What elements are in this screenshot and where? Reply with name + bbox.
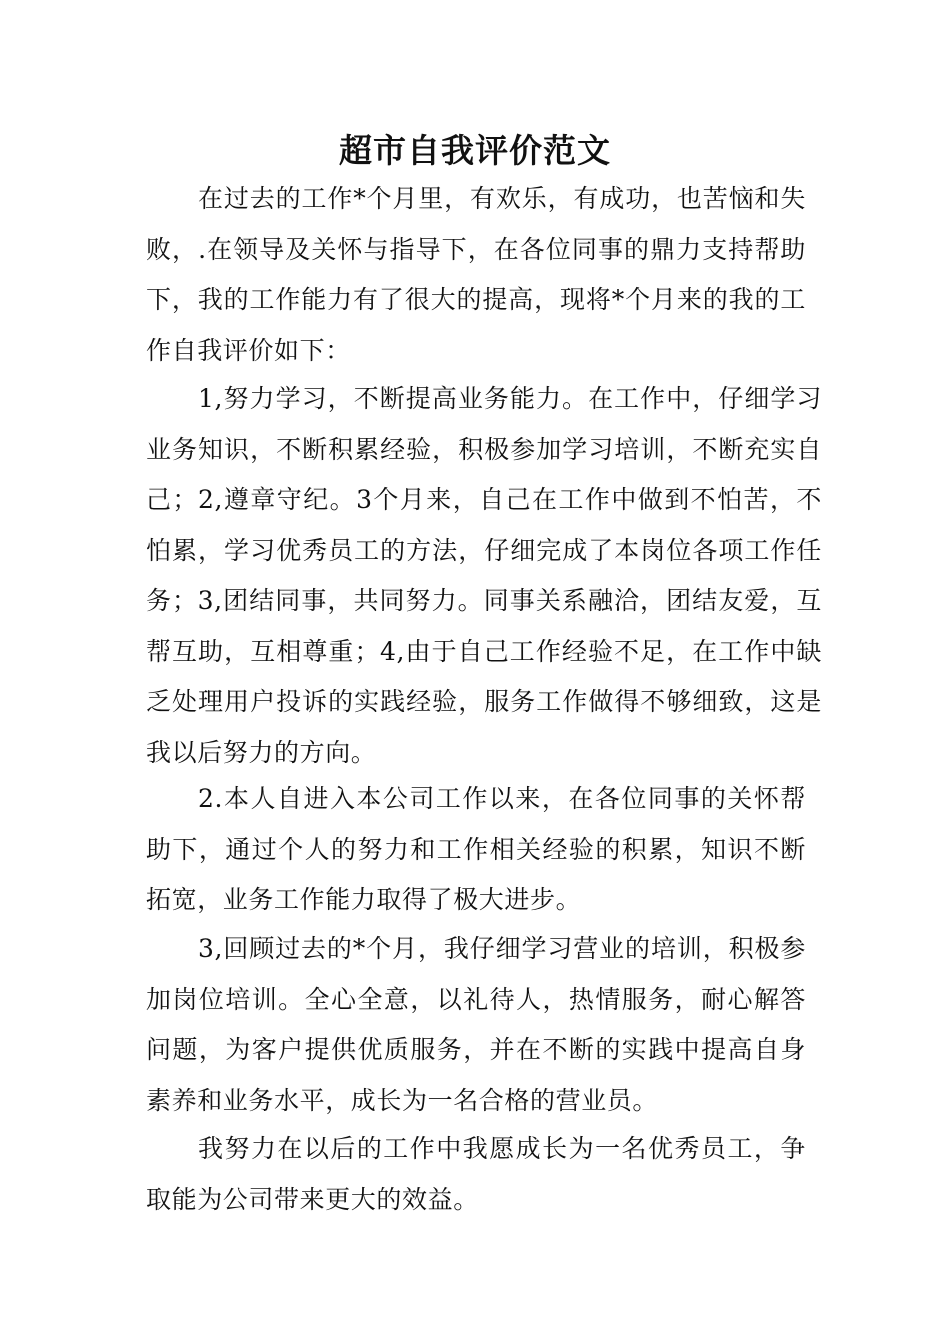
paragraph-closing: 我努力在以后的工作中我愿成长为一名优秀员工，争取能为公司带来更大的效益。 [146, 1134, 806, 1214]
document-title: 超市自我评价范文 [339, 131, 611, 170]
paragraph-intro: 在过去的工作*个月里，有欢乐，有成功，也苦恼和失败，.在领导及关怀与指导下，在各位同事的鼎力支持帮助下，我的工作能力有了很大的提高，现将*个月来的我的工作自我评价如下： [146, 184, 806, 365]
paragraph-review: 3,回顾过去的*个月，我仔细学习营业的培训，积极参加岗位培训。全心全意，以礼待人，热情服务，耐心解答问题，为客户提供优质服务，并在不断的实践中提高自身素养和业务水平，成长为一名合格的营业员。 [146, 934, 806, 1115]
paragraph-progress: 2.本人自进入本公司工作以来，在各位同事的关怀帮助下，通过个人的努力和工作相关经验的积累，知识不断拓宽，业务工作能力取得了极大进步。 [146, 784, 806, 914]
paragraph-points: 1,努力学习，不断提高业务能力。在工作中，仔细学习业务知识，不断积累经验，积极参加学习培训，不断充实自己；2,遵章守纪。3个月来，自己在工作中做到不怕苦，不怕累，学习优秀员工的方法，仔细完成了本岗位各项工作任务；3,团结同事，共同努力。同事关系融洽，团结友爱，互帮互助，互相尊重；4,由于自己工作经验不足，在工作中缺乏处理用户投诉的实践经验，服务工作做得不够细致，这是我以后努力的方向。 [146, 384, 822, 767]
